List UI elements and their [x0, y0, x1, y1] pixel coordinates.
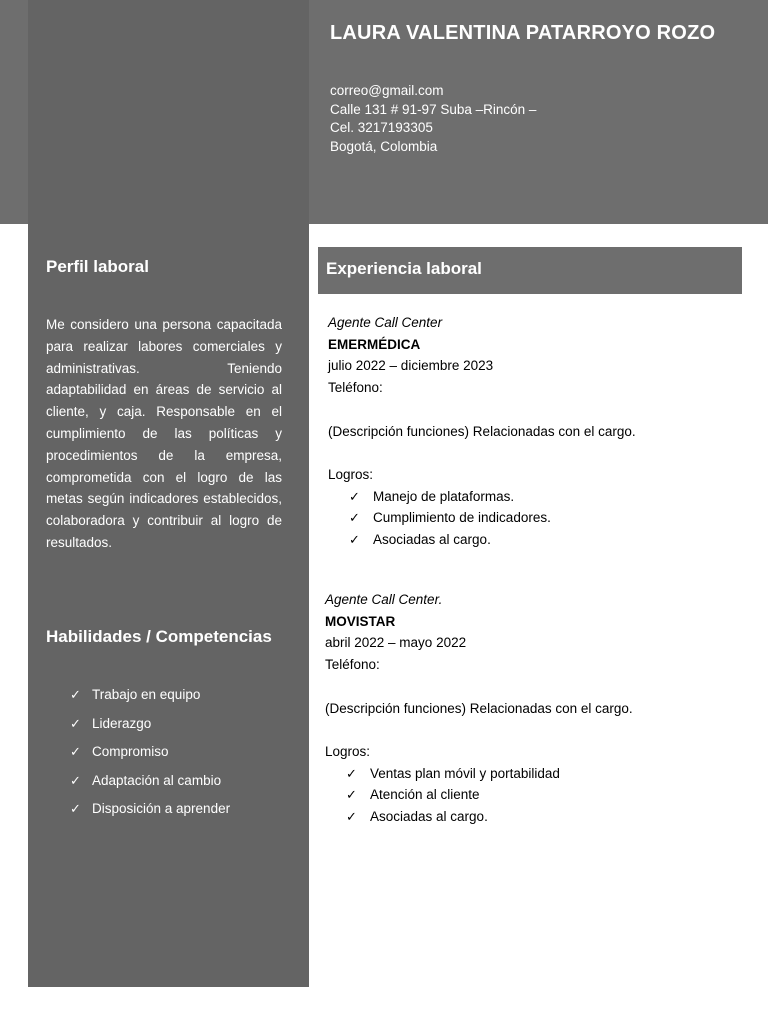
skill-label: Trabajo en equipo — [92, 687, 201, 702]
skill-item — [70, 713, 230, 742]
job-achievements-label: Logros: — [325, 743, 371, 759]
job-achievements-label: Logros: — [328, 466, 374, 482]
spacer — [325, 676, 633, 698]
spacer — [325, 719, 633, 741]
job-dates: julio 2022 – diciembre 2023 — [328, 358, 494, 374]
contact-address: Calle 131 # 91-97 Suba –Rincón – — [330, 101, 537, 117]
achievement-item — [349, 486, 636, 508]
achievement-item — [346, 784, 633, 806]
job-phone-label: Teléfono: — [325, 657, 380, 673]
achievement-label: Ventas plan móvil y portabilidad — [370, 765, 560, 781]
experience-heading-bar — [318, 247, 742, 294]
achievement-label: Atención al cliente — [370, 787, 480, 803]
contact-info — [330, 82, 536, 156]
skill-label: Adaptación al cambio — [92, 772, 222, 788]
skill-label: Liderazgo — [92, 715, 152, 731]
checkmark-icon: ✓ — [346, 787, 357, 803]
profile-text: Me considero una persona capacitada para realizar labores comerciales y administrativas. Teniendo adaptabilidad en áreas de servicio al cliente, y caja. Responsable en el cumplimiento de las políticas y procedimientos de la empresa, comprometida con el logro de las metas según indicadores establecidos, colaboradora y contribuir al logro de resultados. — [46, 317, 282, 550]
experience-heading: Experiencia laboral — [326, 259, 482, 278]
contact-email: correo@gmail.com — [330, 83, 444, 98]
checkmark-icon: ✓ — [70, 801, 81, 817]
skill-label: Compromiso — [92, 744, 169, 760]
spacer — [328, 442, 636, 464]
achievement-item — [349, 529, 636, 551]
job-company: MOVISTAR — [325, 613, 396, 629]
profile-heading: Perfil laboral — [46, 257, 149, 276]
contact-city: Bogotá, Colombia — [330, 138, 438, 154]
candidate-name: LAURA VALENTINA PATARROYO ROZO — [330, 22, 716, 44]
achievements-list — [328, 486, 636, 551]
achievement-item — [346, 763, 633, 785]
checkmark-icon: ✓ — [70, 772, 81, 788]
job-description: (Descripción funciones) Relacionadas con el cargo. — [325, 700, 633, 716]
checkmark-icon: ✓ — [70, 715, 81, 731]
achievement-label: Cumplimiento de indicadores. — [373, 510, 551, 526]
achievement-label: Asociadas al cargo. — [373, 532, 491, 547]
spacer — [328, 399, 636, 421]
job-company: EMERMÉDICA — [328, 336, 421, 352]
job-phone-label: Teléfono: — [328, 380, 383, 396]
checkmark-icon: ✓ — [346, 765, 357, 781]
skill-item — [70, 684, 230, 713]
job-entry-1 — [328, 312, 636, 551]
skill-item — [70, 798, 230, 827]
skill-item — [70, 770, 230, 799]
skills-heading: Habilidades / Competencias — [46, 627, 272, 646]
checkmark-icon: ✓ — [349, 488, 360, 504]
achievement-item — [346, 806, 633, 828]
job-dates: abril 2022 – mayo 2022 — [325, 635, 467, 651]
checkmark-icon: ✓ — [346, 809, 357, 824]
achievement-item — [349, 507, 636, 529]
checkmark-icon: ✓ — [349, 532, 360, 547]
skills-list — [70, 684, 230, 827]
checkmark-icon: ✓ — [349, 510, 360, 526]
contact-phone: Cel. 3217193305 — [330, 120, 433, 135]
achievement-label: Asociadas al cargo. — [370, 809, 488, 824]
job-description: (Descripción funciones) Relacionadas con el cargo. — [328, 423, 636, 439]
checkmark-icon: ✓ — [70, 744, 81, 760]
job-role: Agente Call Center. — [325, 592, 443, 607]
job-role: Agente Call Center — [328, 315, 443, 330]
achievements-list — [325, 763, 633, 828]
checkmark-icon: ✓ — [70, 687, 81, 702]
achievement-label: Manejo de plataformas. — [373, 488, 515, 504]
skill-item — [70, 741, 230, 770]
job-entry-2 — [325, 589, 633, 828]
skill-label: Disposición a aprender — [92, 801, 231, 817]
